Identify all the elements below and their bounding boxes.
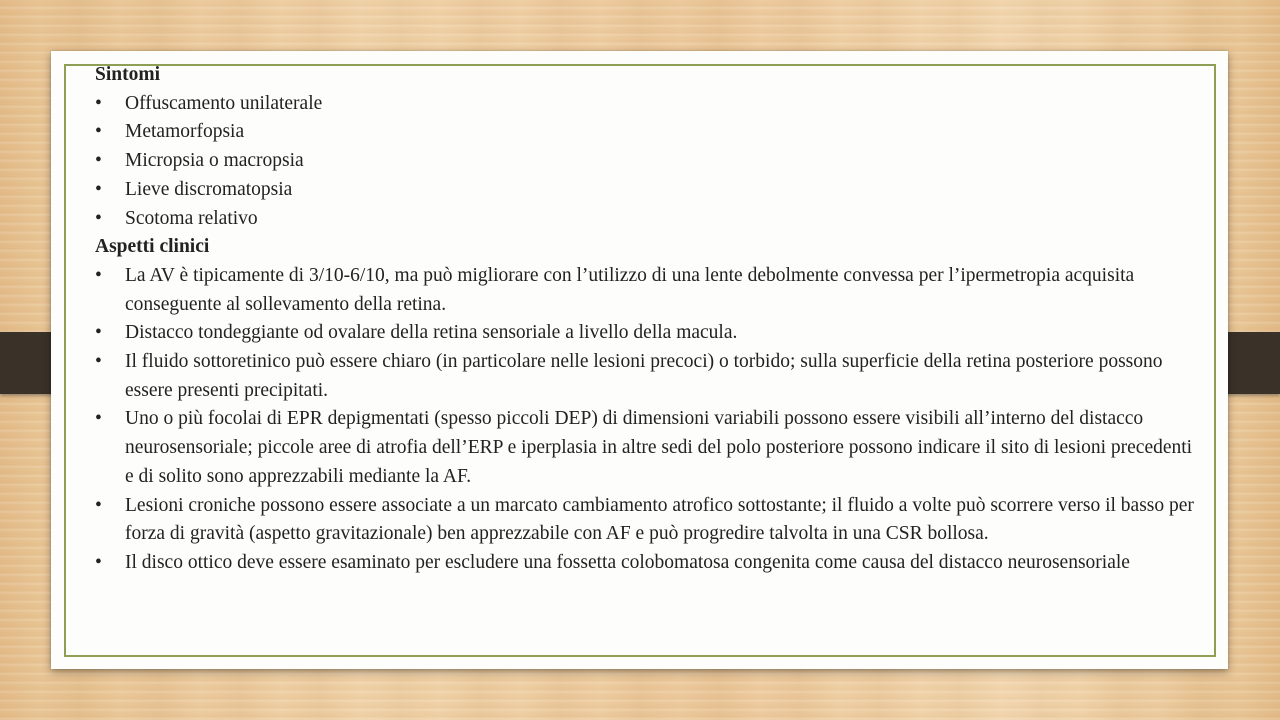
bullet-mark: •	[95, 351, 102, 373]
left-decorative-tab	[0, 332, 54, 394]
list-item-text: Uno o più focolai di EPR depigmentati (spesso piccoli DEP) di dimensioni variabili possono essere visibili all’interno del distacco neurosensoriale; piccole aree di atrofia dell’ERP e iperplasia in altre sedi del polo posteriore possono indicare il sito di lesioni precedenti e di solito sono apprezzabili mediante la AF.	[125, 408, 1193, 487]
list-item	[95, 348, 1195, 405]
section-heading-aspetti-clinici: Aspetti clinici	[95, 236, 210, 258]
list-item-text: Scotoma relativo	[125, 207, 258, 229]
bullet-mark: •	[95, 207, 102, 229]
list-item-text: Il fluido sottoretinico può essere chiaro (in particolare nelle lesioni precoci) o torbido; sulla superficie della retina posteriore possono essere presenti precipitati.	[125, 351, 1163, 401]
list-item-text: Lieve discromatopsia	[125, 178, 293, 200]
list-item-text: La AV è tipicamente di 3/10-6/10, ma può migliorare con l’utilizzo di una lente debolmente convessa per l’ipermetropia acquisita conseguente al sollevamento della retina.	[125, 264, 1135, 315]
bullet-mark: •	[95, 264, 102, 286]
bullet-mark: •	[95, 408, 102, 430]
list-item-text: Offuscamento unilaterale	[125, 92, 323, 114]
list-item	[95, 205, 1195, 234]
list-item	[95, 147, 1195, 176]
list-item-text: Metamorfopsia	[125, 121, 245, 143]
bullet-mark: •	[95, 178, 102, 200]
list-item	[95, 549, 1195, 578]
list-item	[95, 319, 1195, 348]
bullet-mark: •	[95, 551, 102, 573]
slide-content	[95, 61, 1195, 578]
bullet-mark: •	[95, 322, 102, 344]
bullet-mark: •	[95, 92, 102, 114]
slide-card	[51, 51, 1228, 669]
list-item-text: Il disco ottico deve essere esaminato per escludere una fossetta colobomatosa congenita come causa del distacco neurosensoriale	[125, 551, 1130, 573]
aspetti-clinici-list	[95, 262, 1195, 578]
list-item	[95, 118, 1195, 147]
list-item	[95, 90, 1195, 119]
bullet-mark: •	[95, 150, 102, 172]
section-heading-sintomi: Sintomi	[95, 64, 161, 85]
list-item-text: Distacco tondeggiante od ovalare della retina sensoriale a livello della macula.	[125, 322, 738, 344]
list-item	[95, 492, 1195, 549]
bullet-mark: •	[95, 121, 102, 143]
bullet-mark: •	[95, 494, 102, 516]
list-item	[95, 405, 1195, 491]
list-item	[95, 176, 1195, 205]
list-item	[95, 262, 1195, 319]
list-item-text: Lesioni croniche possono essere associate a un marcato cambiamento atrofico sottostante; il fluido a volte può scorrere verso il basso per forza di gravità (aspetto gravitazionale) ben apprezzabile con AF e può progredire talvolta in una CSR bollosa.	[125, 494, 1194, 545]
list-item-text: Micropsia o macropsia	[125, 150, 304, 172]
sintomi-list	[95, 90, 1195, 234]
